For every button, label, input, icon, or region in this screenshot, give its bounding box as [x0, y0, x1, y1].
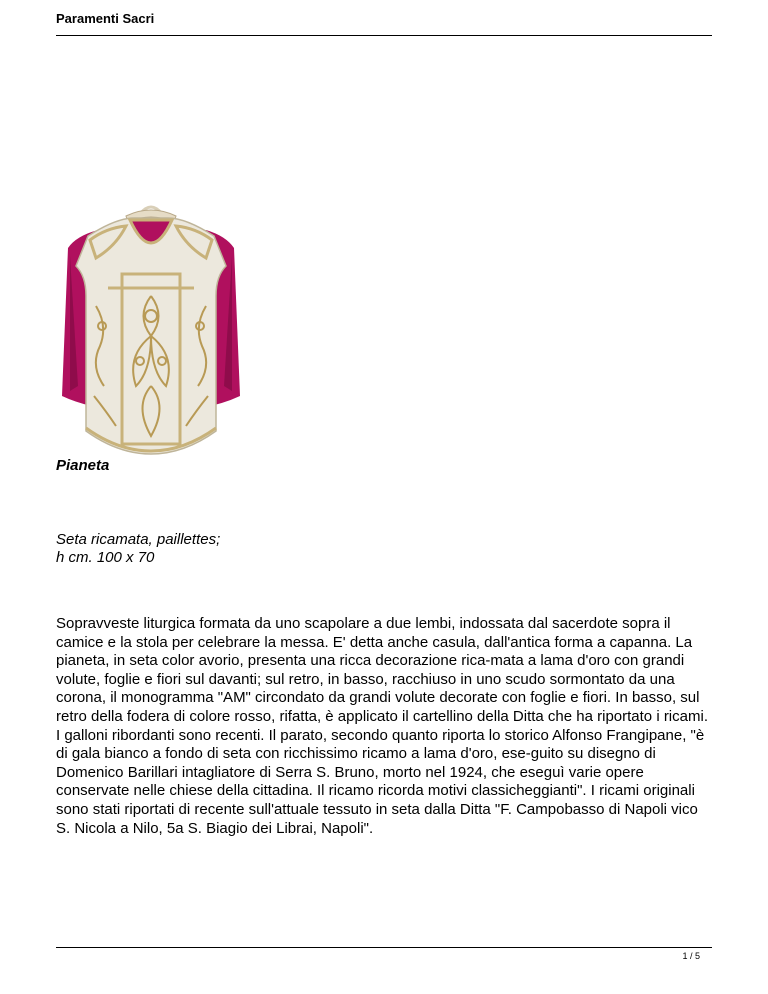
page-number: 1 / 5 — [682, 951, 700, 961]
materials-line: Seta ricamata, paillettes; — [56, 531, 221, 548]
page-footer — [56, 947, 712, 961]
header-title: Paramenti Sacri — [56, 11, 155, 26]
dimensions-line: h cm. 100 x 70 — [56, 549, 155, 566]
page-header — [56, 10, 712, 36]
description-paragraph: Sopravveste liturgica formata da uno scapolare a due lembi, indossata dal sacerdote sopra il camice e la stola per celebrare la messa. E' detta anche casula, dall'antica forma a capanna. La pianeta, in seta color avorio, presenta una ricca decorazione rica-mata a lama d'oro con grandi volute, foglie e fiori sul davanti; sul retro, in basso, racchiuso in uno scudo sormontato da una corona, il monogramma "AM" circondato da grandi volute decorate con foglie e fiori. In basso, sul retro della fodera di colore rosso, rifatta, è applicato il cartellino della Ditta che ha riportato i ricami. I galloni ribordanti sono recenti. Il parato, secondo quanto riporta lo storico Alfonso Frangipane, "è di gala bianco a fondo di seta con ricchissimo ricamo a lama d'oro, ese-guito su disegno di Domenico Barillari intagliatore di Serra S. Bruno, morto nel 1924, che eseguì varie opere conservate nelle chiese della cittadina. Il ricamo ricorda motivi classicheggianti". I ricami originali sono stati riportati di recente sull'attuale tessuto in seta dalla Ditta "F. Campobasso di Napoli vico S. Nicola a Nilo, 5a S. Biagio dei Librai, Napoli". — [56, 615, 708, 837]
figure-caption: Pianeta — [56, 457, 110, 474]
materials-info — [56, 531, 220, 567]
chasuble-image — [56, 196, 246, 456]
chasuble-illustration — [56, 196, 246, 456]
